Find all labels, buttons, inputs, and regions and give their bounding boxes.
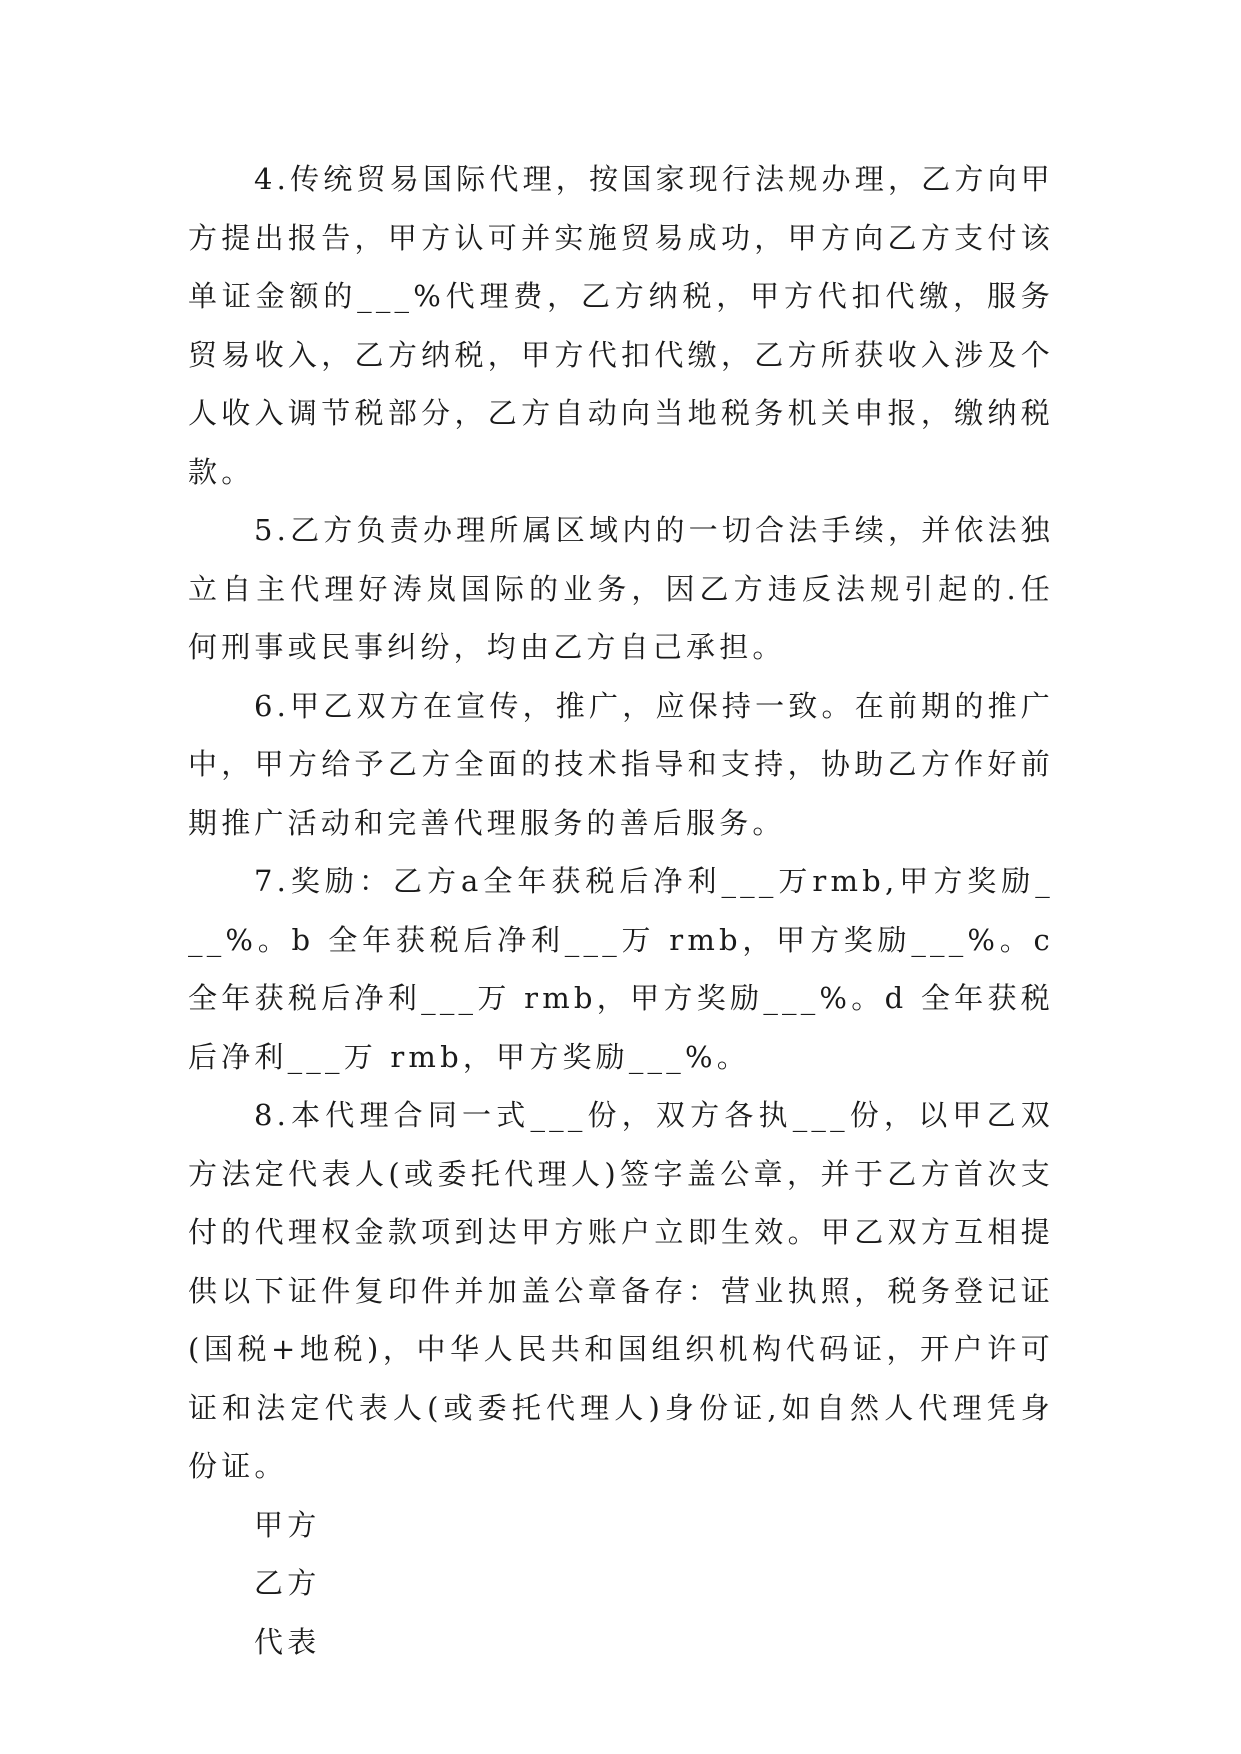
clause-6-paragraph: 6.甲乙双方在宣传，推广，应保持一致。在前期的推广中，甲方给予乙方全面的技术指导和支持，协助乙方作好前期推广活动和完善代理服务的善后服务。 [188, 688, 1054, 840]
clause-8-paragraph: 8.本代理合同一式___份，双方各执___份，以甲乙双方法定代表人(或委托代理人)签字盖公章，并于乙方首次支付的代理权金款项到达甲方账户立即生效。甲乙双方互相提供以下证件复印件并加盖公章备存：营业执照，税务登记证(国税+地税)，中华人民共和国组织机构代码证，开户许可证和法定代表人(或委托代理人)身份证,如自然人代理凭身份证。 [188, 1098, 1054, 1483]
clause-5-paragraph: 5.乙方负责办理所属区域内的一切合法手续，并依法独立自主代理好涛岚国际的业务，因乙方违反法规引起的.任何刑事或民事纠纷，均由乙方自己承担。 [188, 513, 1054, 664]
clause-4-paragraph: 4.传统贸易国际代理，按国家现行法规办理，乙方向甲方提出报告，甲方认可并实施贸易成功，甲方向乙方支付该单证金额的___%代理费，乙方纳税，甲方代扣代缴，服务贸易收入，乙方纳税，甲方代扣代缴，乙方所获收入涉及个人收入调节税部分，乙方自动向当地税务机关申报，缴纳税款。 [188, 162, 1054, 489]
document-body [188, 150, 1054, 1671]
clause-7-paragraph: 7.奖励：乙方a全年获税后净利___万rmb,甲方奖励___%。b 全年获税后净利___万 rmb，甲方奖励___%。c 全年获税后净利___万 rmb，甲方奖励___%。d 全年获税后净利___万 rmb，甲方奖励___%。 [188, 864, 1054, 1074]
signature-representative: 代表 [254, 1624, 321, 1659]
signature-party-a: 甲方 [254, 1507, 321, 1542]
signature-party-b: 乙方 [254, 1566, 321, 1600]
